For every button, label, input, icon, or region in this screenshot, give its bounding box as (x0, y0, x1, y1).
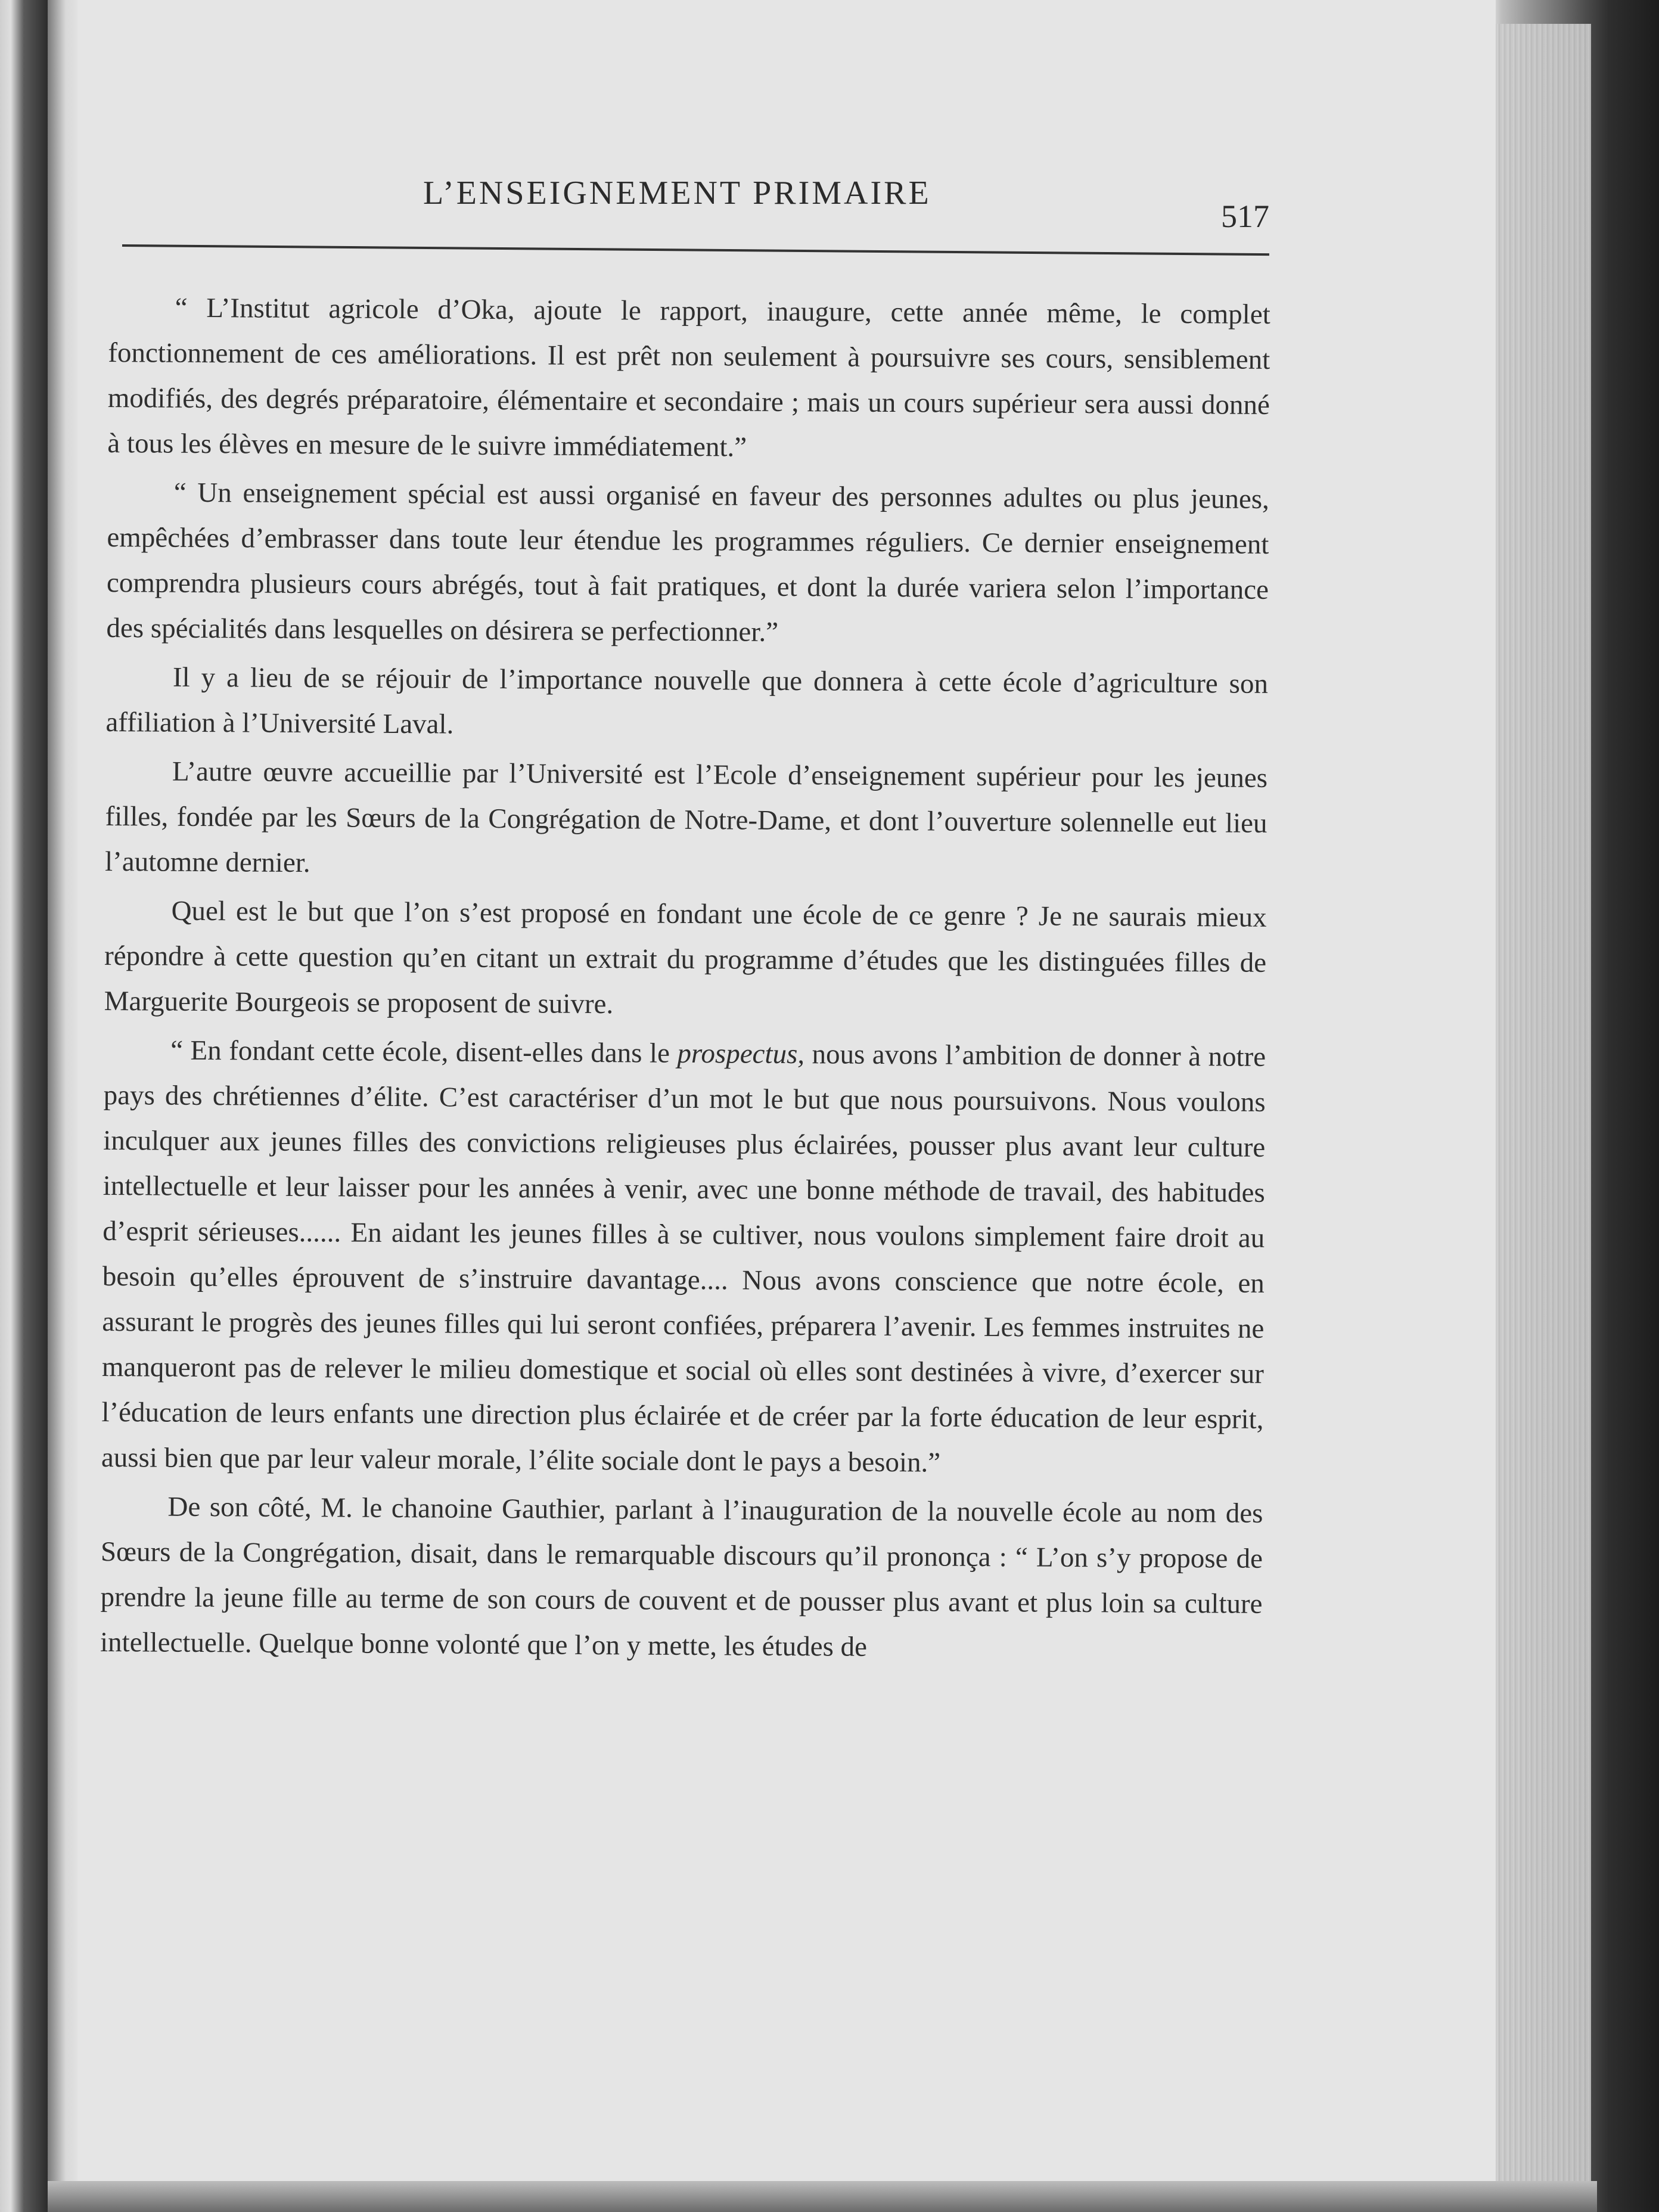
paragraph-enseignement-special: “ Un enseignement spécial est aussi organisé en faveur des personnes adultes ou plus jeunes, empêchées d’embrasser dans toute leur étendue les programmes réguliers. Ce dernier enseignement comprendra plusieurs cours abrégés, tout à fait pratiques, et dont la durée variera selon l’importance des spécialités dans lesquelles on désirera se perfectionner.” (106, 477, 1269, 648)
page-number: 517 (1221, 198, 1269, 234)
paragraph-but-ecole: Quel est le but que l’on s’est proposé en fondant une école de ce genre ? Je ne saurais mieux répondre à cette question qu’en citant un extrait du programme d’études que les distinguées filles de Marguerite Bourgeois se proposent de suivre. (104, 895, 1267, 1020)
paragraph-institut-oka: “ L’Institut agricole d’Oka, ajoute le rapport, inaugure, cette année même, le complet fonctionnement de ces améliorations. Il est prêt non seulement à poursuivre ses cours, sensiblement modifiés, des degrés préparatoire, élémentaire et secondaire ; mais un cours supérieur sera aussi donné à tous les élèves en mesure de le suivre immédiatement.” (107, 292, 1270, 463)
paragraph-chanoine-gauthier: De son côté, M. le chanoine Gauthier, parlant à l’inauguration de la nouvelle école au nom des Sœurs de la Congrégation, disait, dans le remarquable discours qu’il prononça : “ L’on s’y propose de prendre la jeune fille au terme de son cours de couvent et de pousser plus avant et plus loin sa culture intellectuelle. Quelque bonne volonté que l’on y mette, les études de (100, 1491, 1263, 1663)
running-title: L’ENSEIGNEMENT PRIMAIRE (423, 175, 931, 212)
quote-text-end: nous avons l’ambition de donner à notre pays des chrétiennes d’élite. C’est caractériser d’un mot le but que nous poursuivons. Nous voulons inculquer aux jeunes filles des convictions religieuses plus éclairées, pousser plus avant leur culture intellectuelle et leur laisser pour les années à venir, avec une bonne méthode de travail, des habitudes d’esprit sérieuses...... En aidant les jeunes filles à se cultiver, nous voulons simplement faire droit au besoin qu’elles éprouvent de s’instruire davantage.... Nous avons conscience que notre école, en assurant le progrès des jeunes filles qui lui seront confiées, préparera l’avenir. Les femmes instruites ne manqueront pas de relever le milieu domestique et social où elles sont destinées à vivre, d’exercer sur l’éducation de leurs enfants une direction plus éclairée et de créer par la forte éducation de leur esprit, aussi bien que par leur valeur morale, l’élite sociale dont le pays a besoin.” (101, 1039, 1266, 1478)
paragraph-prospectus-quote (101, 1027, 1266, 1487)
left-book-edge (0, 0, 48, 2212)
paragraph-affiliation: Il y a lieu de se réjouir de l’importance nouvelle que donnera à cette école d’agriculture son affiliation à l’Université Laval. (105, 661, 1269, 740)
paragraph-ecole-jeunes-filles: L’autre œuvre accueillie par l’Université est l’Ecole d’enseignement supérieur pour les jeunes filles, fondée par les Sœurs de la Congrégation de Notre-Dame, et dont l’ouverture solennelle eut lieu l’automne dernier. (104, 756, 1268, 879)
page-stack-edge (1496, 24, 1591, 2212)
quote-text-start: “ En fondant cette école, disent-elles dans le (170, 1034, 678, 1069)
quote-italic-word: prospectus, (677, 1037, 805, 1070)
body-text (100, 285, 1270, 1676)
page-header (119, 174, 1269, 234)
bottom-book-edge (48, 2181, 1597, 2212)
